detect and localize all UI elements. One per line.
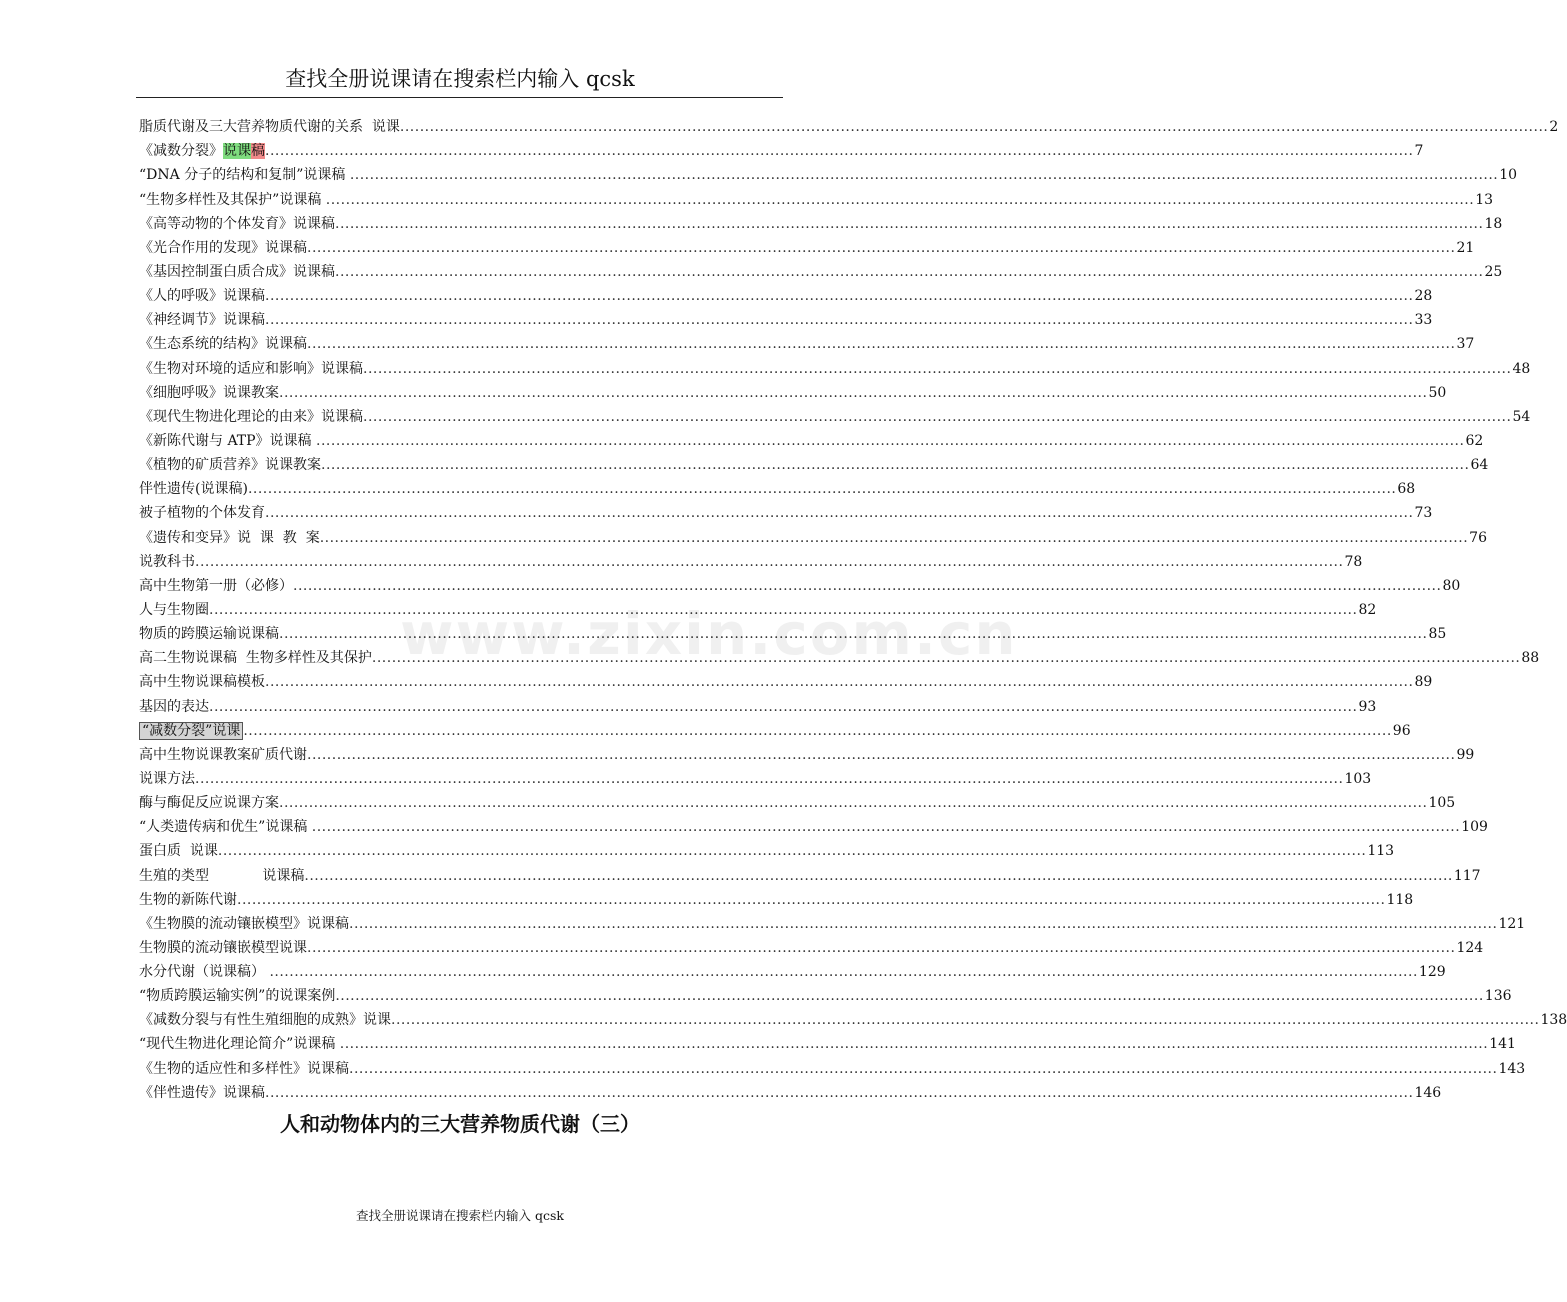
toc-dot-leader [307, 938, 1455, 958]
toc-entry[interactable] [139, 789, 1456, 813]
toc-page-number: 18 [1484, 215, 1503, 232]
toc-entry-title [139, 141, 265, 161]
section-heading: 人和动物体内的三大营养物质代谢（三） [280, 1112, 640, 1136]
toc-dot-leader [307, 334, 1455, 354]
toc-entry[interactable] [139, 427, 1484, 451]
toc-dot-leader [265, 503, 1413, 523]
toc-page-number: 25 [1484, 263, 1503, 280]
toc-entry[interactable] [139, 379, 1447, 403]
toc-entry[interactable] [139, 330, 1475, 354]
toc-entry-title: 高中生物说课稿模板 [139, 674, 265, 691]
toc-entry-title: 酶与酶促反应说课方案 [139, 795, 279, 812]
toc-dot-leader [209, 697, 1357, 717]
toc-title-segment: 稿 [251, 143, 265, 160]
toc-dot-leader [326, 190, 1474, 210]
toc-page-number: 105 [1428, 795, 1456, 812]
toc-entry[interactable] [139, 837, 1395, 861]
toc-entry[interactable] [139, 620, 1447, 644]
toc-page-number: 141 [1489, 1036, 1516, 1053]
toc-entry[interactable] [139, 813, 1488, 837]
toc-dot-leader [218, 841, 1366, 861]
toc-entry-title: 脂质代谢及三大营养物质代谢的关系 说课 [139, 119, 400, 136]
toc-page-number: 2 [1549, 119, 1559, 136]
toc-page-number: 118 [1386, 891, 1414, 908]
toc-title-segment: 说课 [223, 143, 251, 160]
toc-entry-title: 《生态系统的结构》说课稿 [139, 336, 307, 353]
toc-entry-title: 蛋白质 说课 [139, 843, 218, 860]
toc-dot-leader [265, 141, 1413, 161]
toc-entry[interactable] [139, 258, 1503, 282]
toc-entry[interactable] [139, 717, 1411, 741]
toc-entry-title: 《生物的适应性和多样性》说课稿 [139, 1060, 349, 1077]
toc-entry-title: 基因的表达 [139, 698, 209, 715]
toc-page-number: 117 [1453, 867, 1481, 884]
toc-dot-leader [316, 431, 1464, 451]
toc-dot-leader [269, 962, 1417, 982]
toc-page-number: 129 [1418, 964, 1446, 981]
toc-dot-leader [400, 117, 1548, 137]
toc-entry-title: 生物膜的流动镶嵌模型说课 [139, 939, 307, 956]
toc-entry-title: 《生物对环境的适应和影响》说课稿 [139, 360, 363, 377]
toc-entry-title: 《光合作用的发现》说课稿 [139, 239, 307, 256]
toc-page-number: 37 [1456, 336, 1475, 353]
toc-page-number: 89 [1414, 674, 1433, 691]
toc-dot-leader [321, 455, 1469, 475]
toc-entry-title: “生物多样性及其保护”说课稿 [139, 191, 326, 208]
toc-entry[interactable] [139, 982, 1512, 1006]
toc-entry-title: 被子植物的个体发育 [139, 505, 265, 522]
toc-dot-leader [279, 793, 1427, 813]
toc-page-number: 33 [1414, 312, 1433, 329]
toc-dot-leader [293, 576, 1441, 596]
toc-entry[interactable] [139, 934, 1484, 958]
toc-entry-title: 高二生物说课稿 生物多样性及其保护 [139, 650, 372, 667]
toc-dot-leader [237, 890, 1385, 910]
toc-page-number: 99 [1456, 746, 1475, 763]
toc-page-number: 62 [1465, 432, 1484, 449]
toc-entry-title: 《现代生物进化理论的由来》说课稿 [139, 408, 363, 425]
toc-entry[interactable] [139, 765, 1372, 789]
toc-page-number: 143 [1498, 1060, 1526, 1077]
toc-page-number: 48 [1512, 360, 1531, 377]
toc-entry[interactable] [139, 210, 1503, 234]
toc-dot-leader [363, 359, 1511, 379]
toc-page-number: 13 [1475, 191, 1494, 208]
toc-entry-title: 《神经调节》说课稿 [139, 312, 265, 329]
toc-entry[interactable] [139, 523, 1487, 547]
toc-dot-leader [372, 648, 1520, 668]
toc-page-number: 136 [1484, 988, 1512, 1005]
toc-entry[interactable] [139, 910, 1526, 934]
toc-entry[interactable] [139, 499, 1433, 523]
toc-dot-leader [340, 1034, 1488, 1054]
toc-entry[interactable] [139, 354, 1531, 378]
toc-page-number: 88 [1521, 650, 1540, 667]
toc-page-number: 76 [1469, 529, 1487, 546]
toc-entry-title: “人类遗传病和优生”说课稿 [139, 819, 312, 836]
toc-page-number: 113 [1367, 843, 1395, 860]
toc-entry[interactable] [139, 741, 1475, 765]
toc-page-number: 121 [1498, 915, 1526, 932]
toc-dot-leader [349, 914, 1497, 934]
toc-page-number: 10 [1499, 167, 1518, 184]
toc-entry[interactable] [139, 886, 1414, 910]
toc-dot-leader [265, 286, 1413, 306]
toc-entry[interactable] [139, 185, 1494, 209]
toc-entry[interactable] [139, 234, 1475, 258]
toc-entry-title: 说课方法 [139, 770, 195, 787]
toc-dot-leader [243, 721, 1391, 741]
toc-entry-title: 《新陈代谢与 ATP》说课稿 [139, 432, 317, 449]
toc-page-number: 93 [1358, 698, 1377, 715]
toc-dot-leader [195, 769, 1343, 789]
toc-page-number: 68 [1397, 481, 1416, 498]
toc-entry[interactable] [139, 1079, 1442, 1103]
toc-entry-title [139, 721, 243, 741]
toc-page-number: 103 [1344, 770, 1372, 787]
toc-dot-leader [335, 986, 1483, 1006]
toc-page-number: 50 [1428, 384, 1447, 401]
toc-dot-leader [320, 528, 1468, 548]
toc-page-number: 138 [1540, 1012, 1567, 1029]
toc-entry[interactable] [139, 596, 1377, 620]
toc-dot-leader [279, 624, 1427, 644]
toc-entry[interactable] [139, 1054, 1526, 1078]
toc-entry-title: 《伴性遗传》说课稿 [139, 1084, 265, 1101]
toc-entry[interactable] [139, 403, 1531, 427]
toc-page-number: 54 [1512, 408, 1531, 425]
toc-title-segment: “减数分裂”说课 [139, 722, 243, 740]
toc-entry[interactable] [139, 572, 1461, 596]
toc-page-number: 78 [1344, 553, 1363, 570]
toc-entry[interactable] [139, 475, 1416, 499]
toc-entry-title: 《减数分裂与有性生殖细胞的成熟》说课 [139, 1012, 391, 1029]
toc-entry[interactable] [139, 1006, 1567, 1030]
toc-entry-title: 《高等动物的个体发育》说课稿 [139, 215, 335, 232]
toc-entry-title: “物质跨膜运输实例”的说课案例 [139, 988, 336, 1005]
toc-entry[interactable] [139, 692, 1377, 716]
toc-page-number: 80 [1442, 577, 1461, 594]
toc-entry-title: 高中生物说课教案矿质代谢 [139, 746, 307, 763]
toc-dot-leader [312, 817, 1460, 837]
watermark-text: www.zixin.com.cn [400, 600, 1018, 668]
toc-page-number: 124 [1456, 939, 1484, 956]
toc-entry[interactable] [139, 161, 1518, 185]
toc-entry-title: 水分代谢（说课稿） [139, 964, 270, 981]
toc-dot-leader [265, 672, 1413, 692]
toc-entry[interactable] [139, 644, 1540, 668]
toc-entry[interactable] [139, 958, 1446, 982]
toc-page-number: 7 [1414, 143, 1424, 160]
toc-entry-title: 《生物膜的流动镶嵌模型》说课稿 [139, 915, 349, 932]
toc-entry-title: “现代生物进化理论简介”说课稿 [139, 1036, 340, 1053]
toc-dot-leader [248, 479, 1396, 499]
toc-page-number: 21 [1456, 239, 1475, 256]
toc-page-number: 64 [1470, 457, 1489, 474]
toc-entry-title: 生物的新陈代谢 [139, 891, 237, 908]
toc-page-number: 96 [1392, 722, 1411, 739]
toc-title-segment: 《减数分裂》 [139, 143, 223, 160]
toc-dot-leader [335, 262, 1483, 282]
toc-page-number: 82 [1358, 601, 1377, 618]
toc-page-number: 85 [1428, 626, 1447, 643]
page-footer: 查找全册说课请在搜索栏内输入 qcsk [356, 1208, 564, 1223]
toc-entry-title: 生殖的类型 说课稿 [139, 867, 305, 884]
toc-dot-leader [307, 745, 1455, 765]
toc-entry[interactable] [139, 1030, 1516, 1054]
toc-entry-title: 物质的跨膜运输说课稿 [139, 626, 279, 643]
toc-entry[interactable] [139, 137, 1424, 161]
toc-dot-leader [363, 407, 1511, 427]
toc-page-number: 109 [1461, 819, 1488, 836]
toc-entry-title: 《遗传和变异》说 课 教 案 [139, 529, 320, 546]
toc-page-number: 28 [1414, 288, 1433, 305]
toc-dot-leader [265, 1083, 1413, 1103]
toc-dot-leader [335, 214, 1483, 234]
toc-dot-leader [391, 1010, 1539, 1030]
toc-page-number: 146 [1414, 1084, 1442, 1101]
toc-entry[interactable] [139, 548, 1363, 572]
toc-entry-title: 《植物的矿质营养》说课教案 [139, 457, 321, 474]
toc-dot-leader [265, 310, 1413, 330]
toc-entry-title: “DNA 分子的结构和复制”说课稿 [139, 167, 350, 184]
table-of-contents [139, 113, 1567, 1103]
toc-dot-leader [209, 600, 1357, 620]
toc-entry[interactable] [139, 113, 1559, 137]
toc-entry-title: 《细胞呼吸》说课教案 [139, 384, 279, 401]
toc-dot-leader [350, 165, 1498, 185]
toc-dot-leader [195, 552, 1343, 572]
toc-entry-title: 高中生物第一册（必修） [139, 577, 293, 594]
toc-dot-leader [304, 866, 1452, 886]
toc-page-number: 73 [1414, 505, 1433, 522]
toc-dot-leader [279, 383, 1427, 403]
toc-entry[interactable] [139, 668, 1433, 692]
toc-dot-leader [307, 238, 1455, 258]
toc-entry-title: 《基因控制蛋白质合成》说课稿 [139, 263, 335, 280]
page-header: 查找全册说课请在搜索栏内输入 qcsk [285, 67, 635, 91]
toc-entry[interactable] [139, 861, 1481, 885]
toc-entry-title: 伴性遗传(说课稿) [139, 481, 248, 498]
toc-entry-title: 人与生物圈 [139, 601, 209, 618]
header-divider [136, 97, 783, 98]
toc-dot-leader [349, 1059, 1497, 1079]
toc-entry-title: 《人的呼吸》说课稿 [139, 288, 265, 305]
toc-entry-title: 说教科书 [139, 553, 195, 570]
toc-entry[interactable] [139, 306, 1433, 330]
toc-entry[interactable] [139, 282, 1433, 306]
toc-entry[interactable] [139, 451, 1489, 475]
